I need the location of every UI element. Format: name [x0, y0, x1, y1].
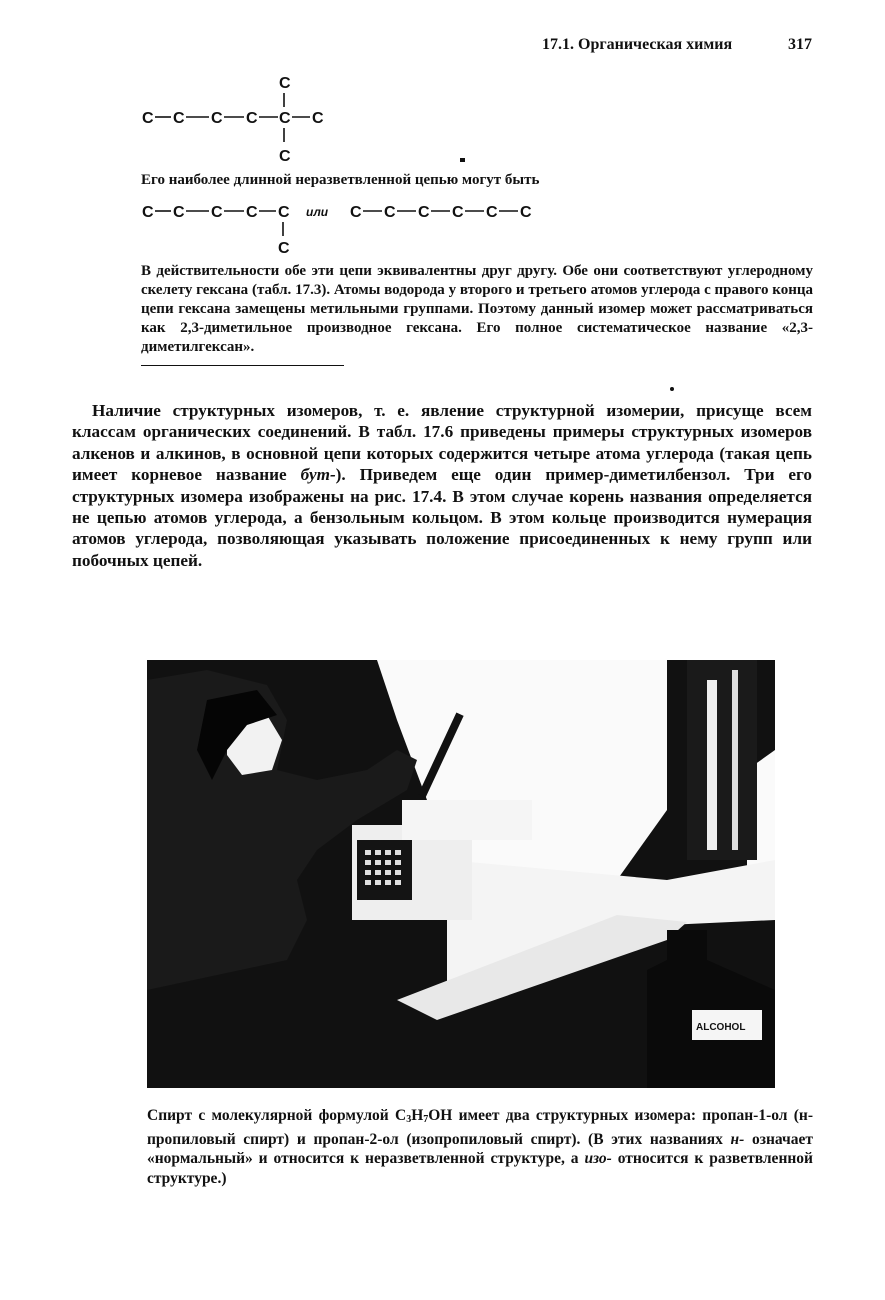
atom: C [486, 204, 498, 221]
atom: C [173, 204, 185, 221]
main-paragraph [72, 400, 812, 571]
atom: C [246, 204, 258, 221]
speck [670, 387, 674, 391]
figure-caption [147, 1106, 813, 1188]
atom: C [452, 204, 464, 221]
caption-text: Спирт с молекулярной формулой C [147, 1107, 407, 1124]
cabinet [687, 660, 757, 860]
root-name: бут- [300, 465, 336, 485]
boxed-explanation: В действительности обе эти цепи эквивалентны друг другу. Обе они соответствуют углеродному скелету гексана (табл. 17.3). Атомы водорода у второго и третьего атомов углерода с правого конца цепи гексана замещены метильными группами. Поэтому данный изомер может рассматриваться как 2,3-диметильное производное гексана. Его полное систематическое название «2,3-диметилгексан». [141, 263, 813, 355]
caption-text: означает «нормальный» и относится к неразветвленной структуре, а [147, 1130, 813, 1167]
prefix-iso: изо- [584, 1150, 612, 1167]
atom: C [279, 110, 291, 127]
atom: C [279, 148, 291, 165]
atom: C [279, 75, 291, 92]
instrument-top [402, 800, 532, 840]
atom: C [384, 204, 396, 221]
atom: C [211, 110, 223, 127]
chain-formulas [136, 196, 556, 258]
caption-text: OH имеет два структурных изомера: пропан-1-ол (н-пропиловый спирт) и пропан-2-ол (изопропиловый спирт). (В этих названиях [147, 1107, 813, 1148]
atom: C [418, 204, 430, 221]
caption-text: H [411, 1107, 424, 1124]
subscript: 7 [423, 1114, 429, 1125]
cabinet-light [707, 680, 717, 850]
branched-hexane-formula [136, 70, 346, 170]
prefix-normal: н- [730, 1130, 745, 1148]
atom: C [211, 204, 223, 221]
lead-text: Его наиболее длинной неразветвленной цепью могут быть [141, 172, 540, 188]
paragraph-text: ). Приведем еще один пример-диметилбензол. Три его структурных изомера изображены на рис. 17.4. В этом случае корень названия определяется не цепью атомов углерода, а бензольным кольцом. В этом кольце производится нумерация атомов углерода, позволяющая указывать положение присоединенных к нему групп или побочных цепей. [72, 465, 813, 570]
atom: C [312, 110, 324, 127]
subscript: 3 [406, 1114, 412, 1125]
caption-text: относится к разветвленной структуре.) [147, 1150, 813, 1187]
bottle-label: ALCOHOL [696, 1022, 746, 1033]
connector-word: или [306, 205, 329, 219]
lab-photograph [147, 660, 775, 1088]
atom: C [278, 240, 290, 257]
atom: C [142, 204, 154, 221]
cabinet-light [732, 670, 738, 850]
atom: C [520, 204, 532, 221]
atom: C [350, 204, 362, 221]
atom: C [246, 110, 258, 127]
paragraph-text: Наличие структурных изомеров, т. е. явление структурной изомерии, присуще всем классам органических соединений. В табл. 17.6 приведены примеры структурных изомеров алкенов и алкинов, в основной цепи которых содержится четыре атома углерода (такая цепь имеет корневое название [72, 401, 812, 485]
speck [460, 158, 465, 162]
page-number: 317 [788, 36, 812, 53]
atom: C [142, 110, 154, 127]
section-title: 17.1. Органическая химия [542, 36, 733, 53]
atom: C [173, 110, 185, 127]
box-divider [141, 365, 344, 366]
atom: C [278, 204, 290, 221]
